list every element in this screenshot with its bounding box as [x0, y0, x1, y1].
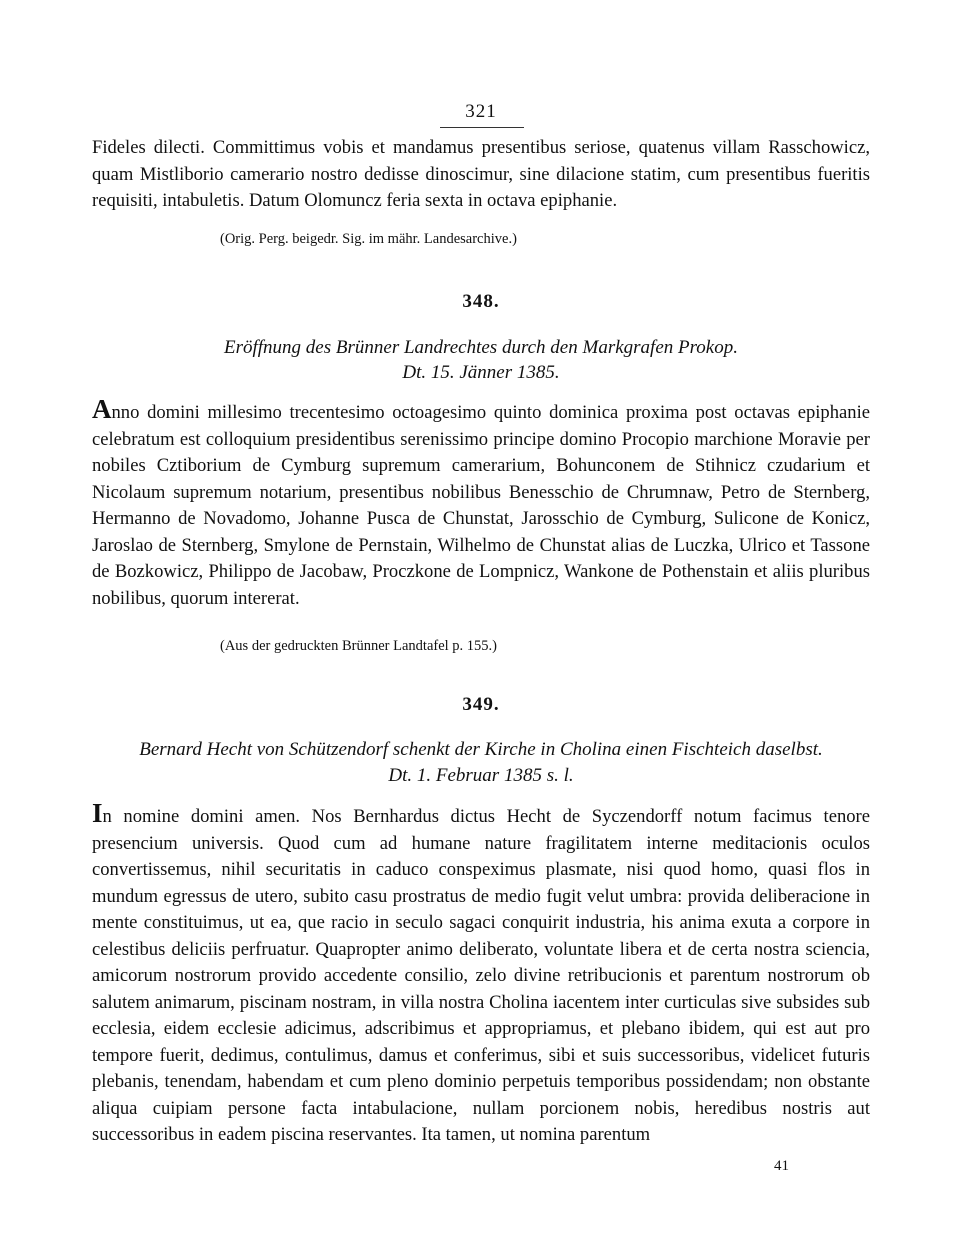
- document-349-body: [92, 800, 870, 1149]
- document-349-initial: I: [92, 798, 103, 828]
- document-349-title: Bernard Hecht von Schützendorf schenkt der Kirche in Cholina einen Fischteich daselbst.: [139, 739, 823, 760]
- document-348-date: Dt. 15. Jänner 1385.: [402, 362, 560, 383]
- document-347-source-note: (Orig. Perg. beigedr. Sig. im mähr. Landesarchive.): [220, 231, 517, 247]
- document-348-text: nno domini millesimo trecentesimo octoagesimo quinto dominica proxima post octavas epiphanie celebratum est colloquium presidentibus serenissimo principe domino Procopio marchione Moravie per nobiles Cztiborium de Cymburg supremum camerarium, Bohunconem de Stihnicz czudarium et Nicolaum supremum notarium, presentibus nobilibus Benesschio de Chrumnaw, Petro de Sternberg, Hermanno de Novadomo, Johanne Pusca de Chunstat, Jarosschio de Cymburg, Sulicone de Konicz, Jaroslao de Sternberg, Smylone de Pernstain, Wilhelmo de Chunstat alias de Luczka, Ulrico et Tassone de Bozkowicz, Philippo de Jacobaw, Proczkone de Lompnicz, Wankone de Pothenstain et aliis pluribus nobilibus, quorum intererat.: [92, 402, 870, 609]
- document-348-number: 348.: [462, 291, 500, 312]
- document-348-initial: A: [92, 394, 112, 424]
- document-348-title: Eröffnung des Brünner Landrechtes durch den Markgrafen Prokop.: [224, 337, 738, 358]
- document-349-text: n nomine domini amen. Nos Bernhardus dictus Hecht de Syczendorff notum facimus tenore presencium universis. Quod cum ad humane nature fragilitatem interne meditacionis oculos convertissemus, nihil securitatis in caduco conspeximus plasmate, nisi quod homo, quasi flos in mundum egressus de utero, subito casu prostratus de medio fugit velut umbra: provida deliberacione in mente constituimus, ut ea, que racio in seculo sagaci conquirit industria, his anima exuta a corpore in celestibus deliciis perfruatur. Quapropter animo deliberato, voluntate libera et de certa nostra sciencia, amicorum nostrorum provido accedente consilio, zelo divine retribucionis et parentum nostrorum ob salutem animarum, piscinam nostram, in villa nostra Cholina iacentem inter curticulas sive subsides sub ecclesia, eidem ecclesie adicimus, adscribimus et appropriamus, et plebano ibidem, qui est aut pro tempore fuerit, dedimus, contulimus, damus et conferimus, sibi et suis successoribus, videlicet futuris plebanis, tenendam, habendam et cum pleno dominio perpetuis temporibus possidendam; non obstante aliqua cuipiam persone facta intabulacione, nullam porcionem nobis, heredibus nostris aut successoribus in eadem piscina reservantes. Ita tamen, ut nomina parentum: [92, 806, 870, 1145]
- header-rule: [440, 127, 524, 128]
- document-347-text: Fideles dilecti. Committimus vobis et mandamus presentibus seriose, quatenus villam Rasschowicz, quam Mistliborio camerario nostro dedisse dinoscimur, sine dilacione statim, cum presentibus fueritis requisiti, intabuletis. Datum Olomuncz feria sexta in octava epiphanie.: [92, 137, 870, 211]
- printer-signature-mark: 41: [774, 1158, 789, 1174]
- document-348-source-note: (Aus der gedruckten Brünner Landtafel p. 155.): [220, 638, 498, 654]
- document-348-body: [92, 396, 870, 612]
- document-349-number: 349.: [462, 694, 500, 715]
- document-page: [92, 0, 870, 1250]
- document-349-date: Dt. 1. Februar 1385 s. l.: [388, 765, 574, 786]
- page-number: 321: [465, 101, 497, 122]
